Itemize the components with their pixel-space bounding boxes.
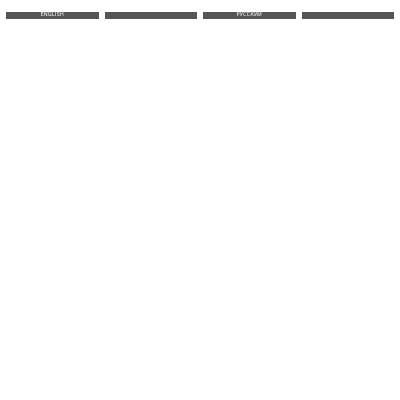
text-block	[105, 23, 150, 392]
column-russian	[203, 12, 296, 392]
text-block	[203, 23, 248, 392]
column-header-fourth-language	[302, 12, 395, 19]
text-block	[152, 23, 197, 392]
column-body-english	[6, 23, 99, 392]
text-block	[302, 23, 347, 392]
column-english	[6, 12, 99, 392]
text-block	[251, 23, 296, 392]
column-header-second-language	[105, 12, 198, 19]
column-fourth-language	[302, 12, 395, 392]
column-second-language	[105, 12, 198, 392]
text-block	[349, 23, 394, 392]
column-body-russian	[203, 23, 296, 392]
column-header-russian: РУССКИЙ	[203, 12, 296, 19]
text-block	[54, 23, 99, 392]
column-body-second-language	[105, 23, 198, 392]
column-body-fourth-language	[302, 23, 395, 392]
text-block	[6, 23, 51, 392]
column-header-english: ENGLISH	[6, 12, 99, 19]
